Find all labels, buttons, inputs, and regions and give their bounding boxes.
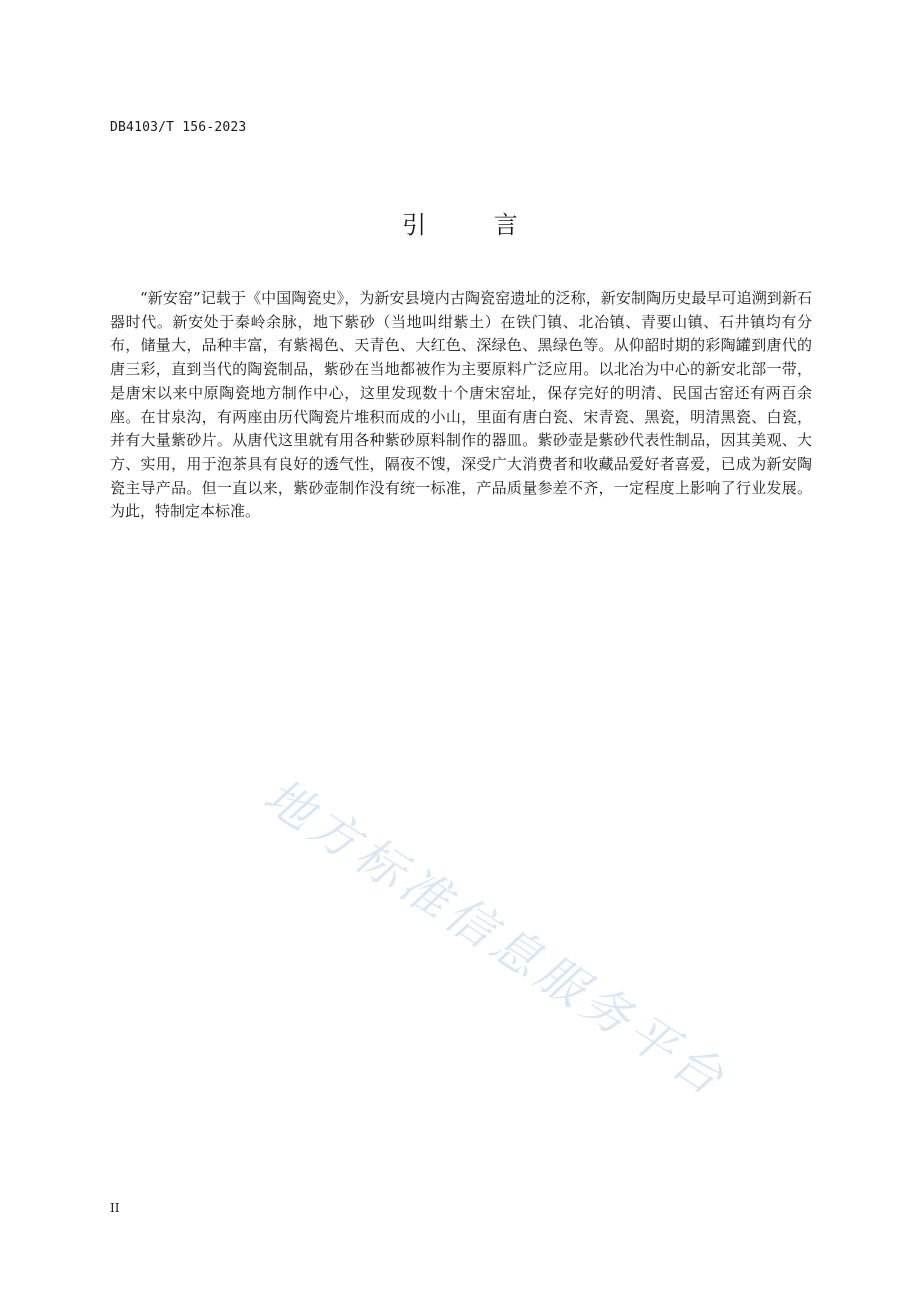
page-number: II [110,1201,120,1215]
section-title: 引 言 [402,211,548,239]
introduction-paragraph: “新安窑”记载于《中国陶瓷史》，为新安县境内古陶瓷窑遗址的泛称，新安制陶历史最早可追溯到新石器时代。新安处于秦岭余脉，地下紫砂（当地叫绀紫土）在铁门镇、北冶镇、青要山镇、石井镇均有分布，储量大，品种丰富，有紫褐色、天青色、大红色、深绿色、黑绿色等。从仰韶时期的彩陶罐到唐代的唐三彩，直到当代的陶瓷制品，紫砂在当地都被作为主要原料广泛应用。以北冶为中心的新安北部一带，是唐宋以来中原陶瓷地方制作中心，这里发现数十个唐宋窑址，保存完好的明清、民国古窑还有两百余座。在甘泉沟，有两座由历代陶瓷片堆积而成的小山，里面有唐白瓷、宋青瓷、黑瓷，明清黑瓷、白瓷，并有大量紫砂片。从唐代这里就有用各种紫砂原料制作的器皿。紫砂壶是紫砂代表性制品，因其美观、大方、实用，用于泡茶具有良好的透气性，隔夜不馊，深受广大消费者和收藏品爱好者喜爱，已成为新安陶瓷主导产品。但一直以来，紫砂壶制作没有统一标准，产品质量参差不齐，一定程度上影响了行业发展。为此，特制定本标准。 [110,289,812,521]
document-code: DB4103/T 156-2023 [110,120,247,135]
watermark: 地方标准信息服务平台 [253,767,738,1109]
